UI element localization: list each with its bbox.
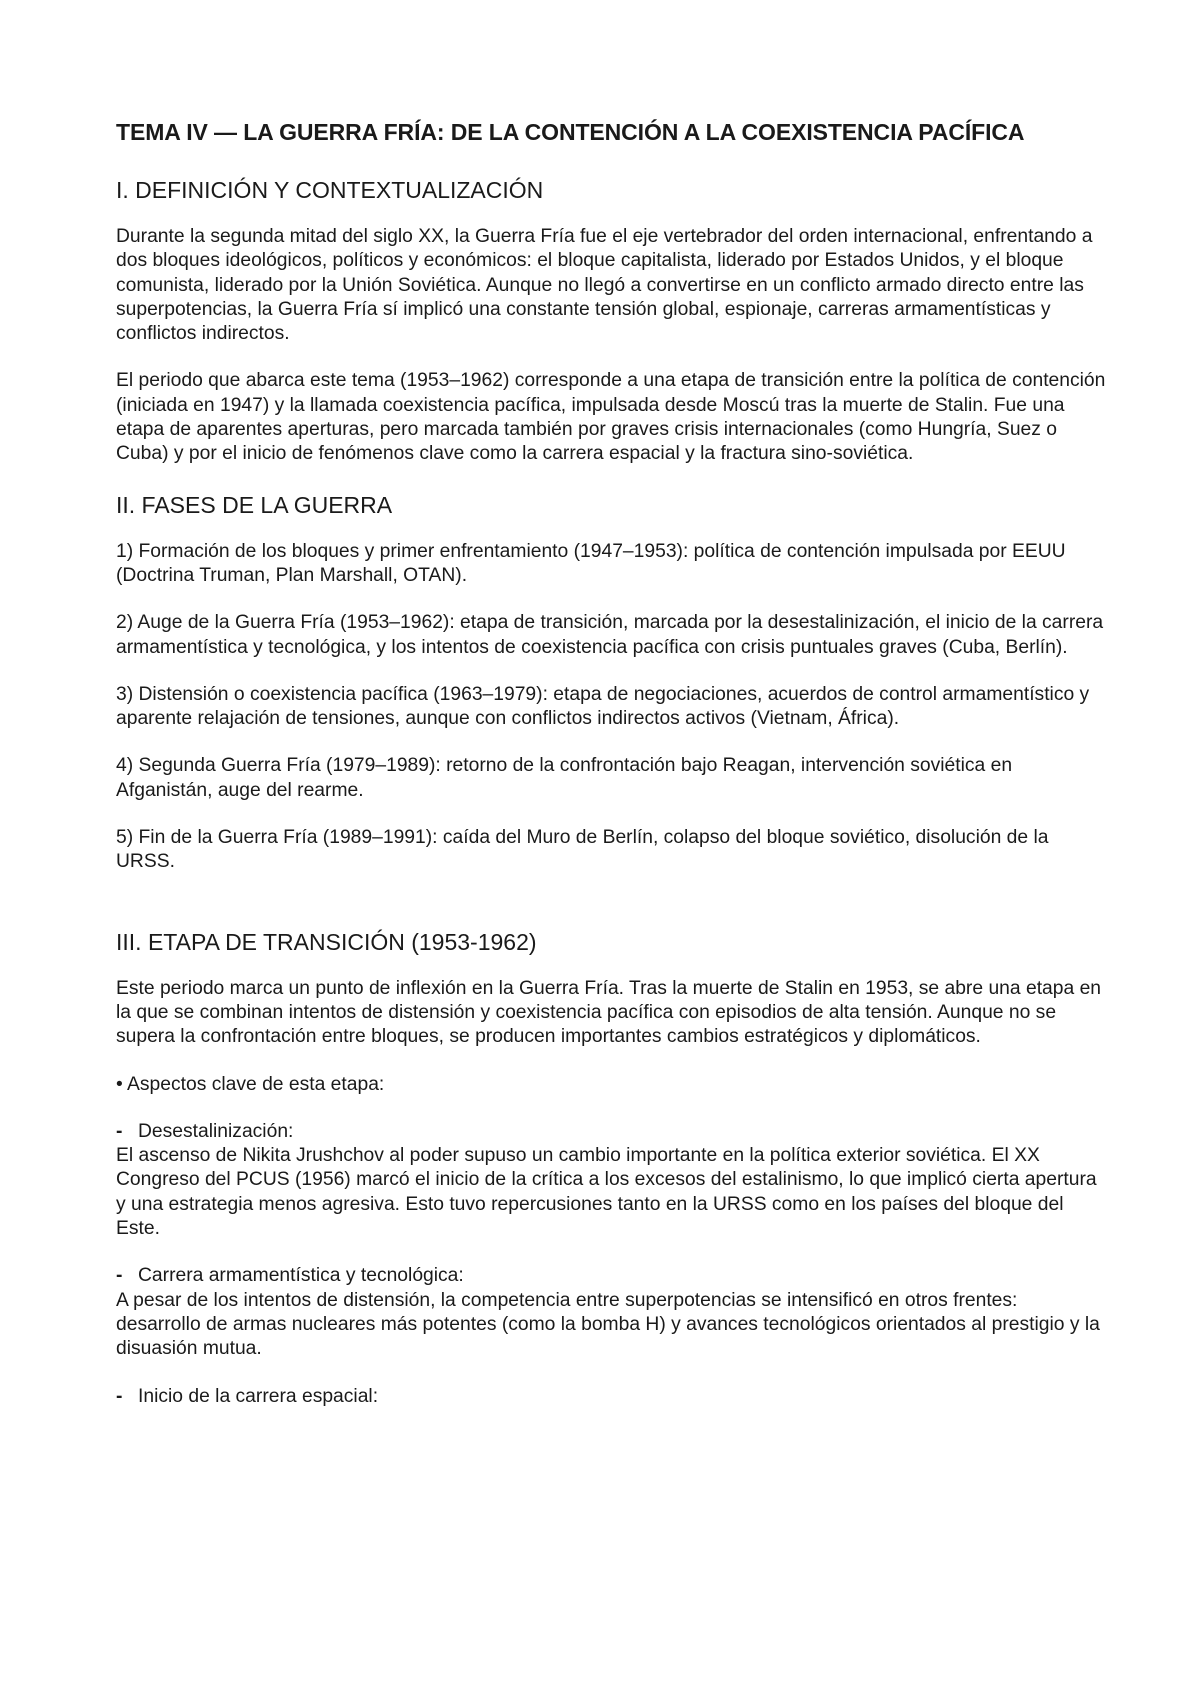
phase-item: 2) Auge de la Guerra Fría (1953–1962): etapa de transición, marcada por la desestalinización, el inicio de la carrera armamentística y tecnológica, y los intentos de coexistencia pacífica con crisis puntuales graves (Cuba, Berlín). [116, 612, 1104, 658]
paragraph: Este periodo marca un punto de inflexión en la Guerra Fría. Tras la muerte de Stalin en 1953, se abre una etapa en la que se combinan intentos de distensión y coexistencia pacífica con episodios de alta tensión. Aunque no se supera la confrontación entre bloques, se producen importantes cambios estratégicos y diplomáticos. [116, 977, 1102, 1048]
document-page [116, 116, 1106, 1409]
dash-icon: - [116, 1120, 123, 1142]
phase-item: 5) Fin de la Guerra Fría (1989–1991): caída del Muro de Berlín, colapso del bloque soviético, disolución de la URSS. [116, 827, 1049, 873]
bullet-heading: • Aspectos clave de esta etapa: [116, 1073, 385, 1095]
key-aspect-label [116, 1385, 1106, 1409]
key-aspect-body: El ascenso de Nikita Jrushchov al poder supuso un cambio importante en la política exterior soviética. El XX Congreso del PCUS (1956) marcó el inicio de la crítica a los excesos del estalinismo, lo que implicó cierta apertura y una estrategia menos agresiva. Esto tuvo repercusiones tanto en la URSS como en los países del bloque del Este. [116, 1145, 1097, 1240]
phase-item: 4) Segunda Guerra Fría (1979–1989): retorno de la confrontación bajo Reagan, intervención soviética en Afganistán, auge del rearme. [116, 755, 1013, 801]
key-aspect-label [116, 1120, 1106, 1144]
dash-icon: - [116, 1265, 123, 1287]
section-fases [116, 490, 1106, 875]
key-aspect-body: A pesar de los intentos de distensión, la competencia entre superpotencias se intensificó en otros frentes: desarrollo de armas nucleares más potentes (como la bomba H) y avances tecnológicos orientados al prestigio y la disuasión mutua. [116, 1289, 1100, 1360]
key-aspect-item [116, 1385, 1106, 1409]
key-aspect-label-text: Inicio de la carrera espacial: [138, 1385, 379, 1407]
dash-icon: - [116, 1385, 123, 1407]
paragraph: El periodo que abarca este tema (1953–1962) corresponde a una etapa de transición entre la política de contención (iniciada en 1947) y la llamada coexistencia pacífica, impulsada desde Moscú tras la muerte de Stalin. Fue una etapa de aparentes aperturas, pero marcada también por graves crisis internacionales (como Hungría, Suez o Cuba) y por el inicio de fenómenos clave como la carrera espacial y la fractura sino-soviética. [116, 370, 1106, 465]
key-aspect-item [116, 1264, 1106, 1361]
key-aspect-label-text: Desestalinización: [138, 1120, 294, 1142]
section-transicion [116, 927, 1106, 1409]
section-heading: I. DEFINICIÓN Y CONTEXTUALIZACIÓN [116, 177, 544, 203]
phase-item: 3) Distensión o coexistencia pacífica (1963–1979): etapa de negociaciones, acuerdos de control armamentístico y aparente relajación de tensiones, aunque con conflictos indirectos activos (Vietnam, África). [116, 683, 1090, 730]
section-definicion [116, 175, 1106, 467]
key-aspect-label [116, 1264, 1106, 1288]
paragraph: Durante la segunda mitad del siglo XX, la Guerra Fría fue el eje vertebrador del orden internacional, enfrentando a dos bloques ideológicos, políticos y económicos: el bloque capitalista, liderado por Estados Unidos, y el bloque comunista, liderado por la Unión Soviética. Aunque no llegó a convertirse en un conflicto armado directo entre las superpotencias, la Guerra Fría sí implicó una constante tensión global, espionaje, carreras armamentísticas y conflictos indirectos. [116, 226, 1093, 345]
key-aspect-item [116, 1120, 1106, 1241]
section-heading: II. FASES DE LA GUERRA [116, 491, 393, 518]
key-aspect-label-text: Carrera armamentística y tecnológica: [138, 1265, 464, 1287]
document-title: TEMA IV — LA GUERRA FRÍA: DE LA CONTENCIÓN A LA COEXISTENCIA PACÍFICA [116, 119, 1025, 145]
section-heading: III. ETAPA DE TRANSICIÓN (1953-1962) [116, 928, 537, 955]
phase-item: 1) Formación de los bloques y primer enfrentamiento (1947–1953): política de contención impulsada por EEUU (Doctrina Truman, Plan Marshall, OTAN). [116, 540, 1066, 586]
